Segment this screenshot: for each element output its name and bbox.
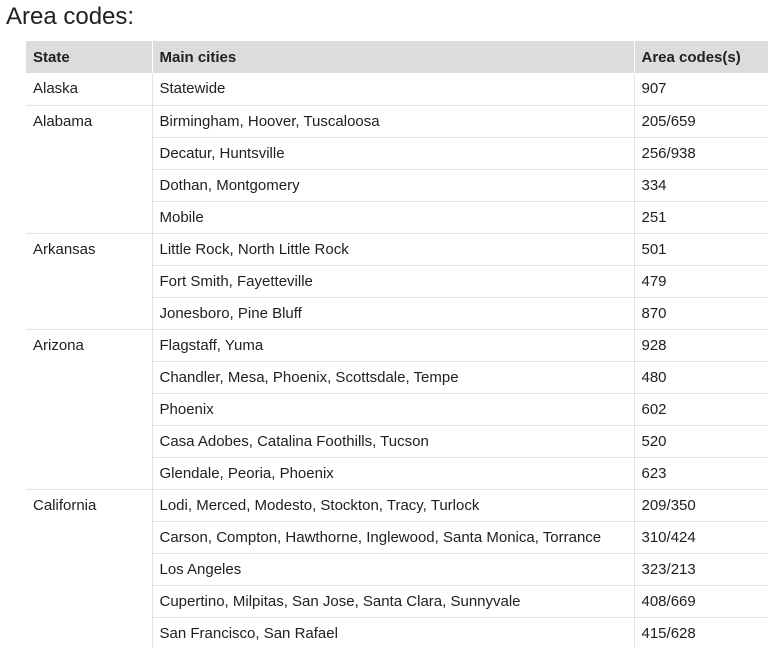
main-cities-cell: Los Angeles — [152, 553, 634, 585]
area-codes-cell: 256/938 — [634, 137, 768, 169]
area-codes-cell: 480 — [634, 361, 768, 393]
main-cities-cell: Lodi, Merced, Modesto, Stockton, Tracy, Turlock — [152, 489, 634, 521]
area-codes-cell: 209/350 — [634, 489, 768, 521]
area-codes-cell: 479 — [634, 265, 768, 297]
main-cities-cell: Glendale, Peoria, Phoenix — [152, 457, 634, 489]
table-row — [26, 105, 768, 137]
area-codes-cell: 907 — [634, 73, 768, 105]
state-cell: Alabama — [26, 105, 152, 233]
table-row — [26, 233, 768, 265]
main-cities-cell: Jonesboro, Pine Bluff — [152, 297, 634, 329]
main-cities-cell: Carson, Compton, Hawthorne, Inglewood, Santa Monica, Torrance — [152, 521, 634, 553]
main-cities-cell: Birmingham, Hoover, Tuscaloosa — [152, 105, 634, 137]
table-body — [26, 73, 768, 647]
state-cell: Arkansas — [26, 233, 152, 329]
table-row — [26, 489, 768, 521]
state-cell: Arizona — [26, 329, 152, 489]
area-codes-cell: 415/628 — [634, 617, 768, 647]
main-cities-cell: San Francisco, San Rafael — [152, 617, 634, 647]
area-codes-cell: 251 — [634, 201, 768, 233]
area-codes-cell: 623 — [634, 457, 768, 489]
area-codes-table — [26, 41, 768, 647]
area-codes-cell: 408/669 — [634, 585, 768, 617]
header-state: State — [26, 41, 152, 73]
area-codes-cell: 602 — [634, 393, 768, 425]
area-codes-cell: 310/424 — [634, 521, 768, 553]
main-cities-cell: Mobile — [152, 201, 634, 233]
area-codes-cell: 928 — [634, 329, 768, 361]
main-cities-cell: Cupertino, Milpitas, San Jose, Santa Clara, Sunnyvale — [152, 585, 634, 617]
area-codes-cell: 870 — [634, 297, 768, 329]
area-codes-cell: 520 — [634, 425, 768, 457]
area-codes-cell: 501 — [634, 233, 768, 265]
area-codes-cell: 334 — [634, 169, 768, 201]
table-header-row — [26, 41, 768, 73]
state-cell: California — [26, 489, 152, 647]
main-cities-cell: Phoenix — [152, 393, 634, 425]
table-row — [26, 73, 768, 105]
area-codes-cell: 205/659 — [634, 105, 768, 137]
main-cities-cell: Dothan, Montgomery — [152, 169, 634, 201]
table-row — [26, 329, 768, 361]
header-main-cities: Main cities — [152, 41, 634, 73]
main-cities-cell: Little Rock, North Little Rock — [152, 233, 634, 265]
main-cities-cell: Decatur, Huntsville — [152, 137, 634, 169]
main-cities-cell: Chandler, Mesa, Phoenix, Scottsdale, Tempe — [152, 361, 634, 393]
state-cell: Alaska — [26, 73, 152, 105]
header-area-codes: Area codes(s) — [634, 41, 768, 73]
main-cities-cell: Casa Adobes, Catalina Foothills, Tucson — [152, 425, 634, 457]
main-cities-cell: Flagstaff, Yuma — [152, 329, 634, 361]
main-cities-cell: Fort Smith, Fayetteville — [152, 265, 634, 297]
main-cities-cell: Statewide — [152, 73, 634, 105]
area-codes-cell: 323/213 — [634, 553, 768, 585]
page-title: Area codes: — [6, 3, 135, 30]
